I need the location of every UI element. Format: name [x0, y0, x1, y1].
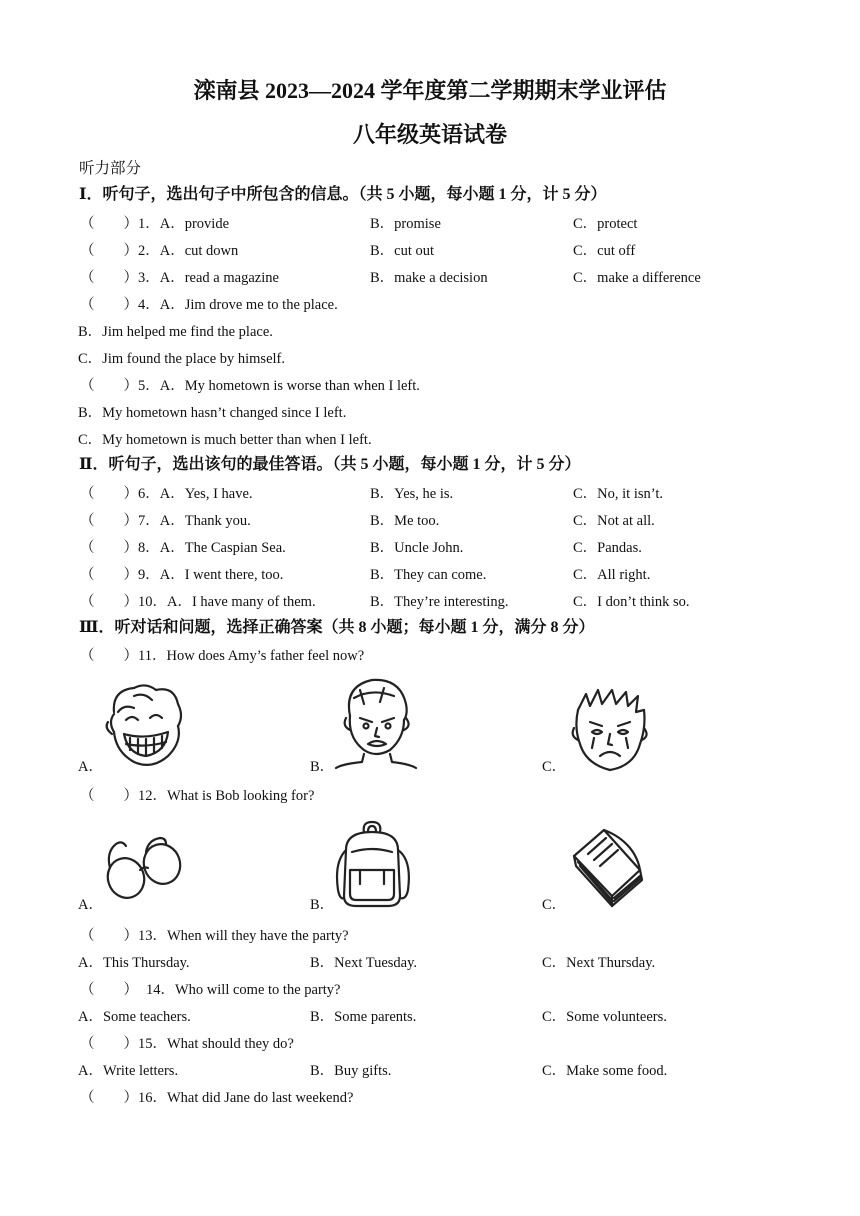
q9-option-b: B．They can come. — [370, 567, 487, 583]
q14-option-c: C．Some volunteers. — [542, 1009, 667, 1025]
answer-blank[interactable]: （ ） — [80, 486, 138, 502]
answer-blank[interactable]: （ ） — [80, 378, 138, 394]
q7-option-c: C．Not at all. — [573, 513, 655, 529]
question-5: （ ）5．A．My hometown is worse than when I left. — [80, 378, 420, 394]
backpack-icon — [332, 820, 414, 910]
q12-option-b[interactable]: B． — [310, 897, 335, 913]
glasses-icon — [104, 834, 186, 908]
answer-blank[interactable]: （ ） — [80, 594, 138, 610]
question-8: （ ）8．A．The Caspian Sea. — [80, 540, 286, 556]
q14-option-a: A．Some teachers. — [78, 1009, 191, 1025]
question-12: （ ）12．What is Bob looking for? — [80, 788, 315, 804]
q3-option-c: C．make a difference — [573, 270, 701, 286]
q1-option-c: C．protect — [573, 216, 638, 232]
q11-option-c[interactable]: C． — [542, 759, 567, 775]
answer-blank[interactable]: （ ） — [80, 1036, 138, 1052]
q12-option-c[interactable]: C． — [542, 897, 567, 913]
question-9: （ ）9．A．I went there, too. — [80, 567, 284, 583]
question-4: （ ）4．A．Jim drove me to the place. — [80, 297, 338, 313]
q1-option-b: B．promise — [370, 216, 441, 232]
question-11: （ ）11．How does Amy’s father feel now? — [80, 648, 365, 664]
part-label: 听力部分 — [79, 160, 142, 177]
page-subtitle: 八年级英语试卷 — [352, 122, 507, 147]
question-15: （ ）15．What should they do? — [80, 1036, 294, 1052]
answer-blank[interactable]: （ ） — [80, 928, 138, 944]
q8-option-b: B．Uncle John. — [370, 540, 464, 556]
answer-blank[interactable]: （ ） — [80, 982, 138, 998]
question-14: （ ） 14．Who will come to the party? — [80, 982, 341, 998]
q3-option-b: B．make a decision — [370, 270, 488, 286]
q11-option-a[interactable]: A． — [78, 759, 103, 775]
answer-blank[interactable]: （ ） — [80, 513, 138, 529]
q6-option-b: B．Yes, he is. — [370, 486, 454, 502]
q15-option-c: C．Make some food. — [542, 1063, 668, 1079]
answer-blank[interactable]: （ ） — [80, 1090, 138, 1106]
happy-face-icon — [104, 682, 186, 770]
sad-face-icon — [572, 688, 648, 774]
book-icon — [570, 826, 650, 910]
q7-option-b: B．Me too. — [370, 513, 440, 529]
q12-option-a[interactable]: A． — [78, 897, 103, 913]
q6-option-c: C．No, it isn’t. — [573, 486, 663, 502]
q11-option-b[interactable]: B． — [310, 759, 335, 775]
q14-option-b: B．Some parents. — [310, 1009, 417, 1025]
q13-option-c: C．Next Thursday. — [542, 955, 656, 971]
q2-option-b: B．cut out — [370, 243, 435, 259]
question-13: （ ）13．When will they have the party? — [80, 928, 349, 944]
q2-option-c: C．cut off — [573, 243, 636, 259]
answer-blank[interactable]: （ ） — [80, 567, 138, 583]
q5-option-b: B．My hometown hasn’t changed since I left. — [78, 405, 347, 421]
q15-option-a: A．Write letters. — [78, 1063, 179, 1079]
question-3: （ ）3．A．read a magazine — [80, 270, 279, 286]
answer-blank[interactable]: （ ） — [80, 540, 138, 556]
question-10: （ ）10．A．I have many of them. — [80, 594, 316, 610]
section-2-heading: Ⅱ．听句子，选出该句的最佳答语。（共 5 小题，每小题 1 分，计 5 分） — [79, 456, 581, 473]
answer-blank[interactable]: （ ） — [80, 243, 138, 259]
section-3-heading: Ⅲ．听对话和问题，选择正确答案（共 8 小题；每小题 1 分，满分 8 分） — [79, 619, 595, 636]
question-16: （ ）16．What did Jane do last weekend? — [80, 1090, 354, 1106]
q10-option-c: C．I don’t think so. — [573, 594, 690, 610]
q8-option-c: C．Pandas. — [573, 540, 642, 556]
answer-blank[interactable]: （ ） — [80, 648, 138, 664]
section-1-heading: Ⅰ．听句子，选出句子中所包含的信息。（共 5 小题，每小题 1 分，计 5 分） — [79, 186, 607, 203]
q13-option-b: B．Next Tuesday. — [310, 955, 418, 971]
angry-face-icon — [334, 676, 418, 768]
answer-blank[interactable]: （ ） — [80, 788, 138, 804]
q4-option-c: C．Jim found the place by himself. — [78, 351, 285, 367]
answer-blank[interactable]: （ ） — [80, 297, 138, 313]
q15-option-b: B．Buy gifts. — [310, 1063, 392, 1079]
question-2: （ ）2．A．cut down — [80, 243, 239, 259]
q10-option-b: B．They’re interesting. — [370, 594, 509, 610]
q9-option-c: C．All right. — [573, 567, 651, 583]
question-6: （ ）6．A．Yes, I have. — [80, 486, 253, 502]
q5-option-c: C．My hometown is much better than when I left. — [78, 432, 372, 448]
q4-option-b: B．Jim helped me find the place. — [78, 324, 273, 340]
answer-blank[interactable]: （ ） — [80, 270, 138, 286]
answer-blank[interactable]: （ ） — [80, 216, 138, 232]
question-1: （ ）1．A．provide — [80, 216, 230, 232]
page-title: 滦南县 2023—2024 学年度第二学期期末学业评估 — [193, 78, 667, 103]
question-7: （ ）7．A．Thank you. — [80, 513, 251, 529]
q13-option-a: A．This Thursday. — [78, 955, 190, 971]
